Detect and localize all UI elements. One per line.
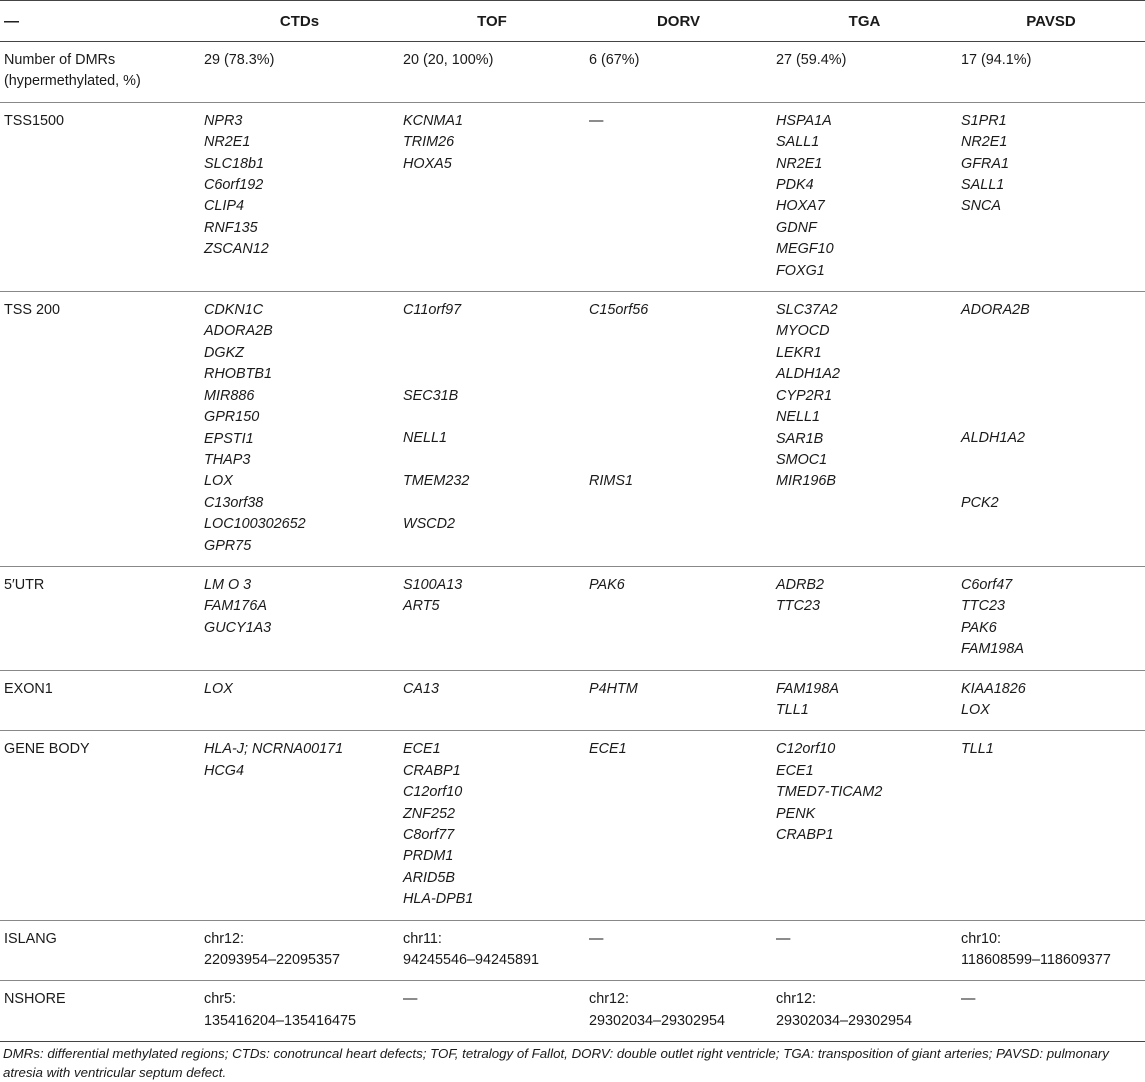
blank-line [403,493,583,514]
gene-entry: ARID5B [403,869,455,886]
gene-entry: S100A13 [403,576,463,593]
gene-entry: RHOBTB1 [204,366,272,383]
blank-line [589,428,770,449]
gene-entry: — [403,991,418,1008]
gene-entry: SNCA [961,198,1001,215]
gene-entry: TMEM232 [403,473,470,490]
gene-entry: S1PR1 [961,112,1007,129]
blank-line [961,321,1143,342]
cell-islang-ctds [200,920,399,981]
gene-entry: DGKZ [204,344,244,361]
gene-entry: chr5: [204,991,236,1008]
gene-entry: NR2E1 [776,155,823,172]
blank-line [403,364,583,385]
gene-entry: HLA-J; NCRNA00171 [204,741,344,758]
row-exon1 [0,670,1145,731]
blank-line [589,364,770,385]
gene-entry: C12orf10 [403,784,463,801]
header-dorv: DORV [585,1,772,42]
row-label-islang: ISLANG [0,920,200,981]
gene-entry: MIR196B [776,473,836,490]
cell-gene-body-tof [399,731,585,920]
gene-entry: C13orf38 [204,494,264,511]
gene-entry: WSCD2 [403,516,455,533]
gene-entry: C8orf77 [403,827,455,843]
gene-entry: FAM176A [204,598,267,615]
cell-islang-dorv [585,920,772,981]
gene-entry: KIAA1826 [961,680,1026,697]
row-dmr-count [0,42,1145,103]
gene-entry: CRABP1 [776,827,834,843]
gene-entry: P4HTM [589,680,638,697]
cell-5utr-ctds [200,566,399,670]
cell-exon1-ctds [200,670,399,731]
row-label-nshore: NSHORE [0,981,200,1042]
blank-line [961,471,1143,492]
cell-gene-body-ctds [200,731,399,920]
blank-line [961,450,1143,471]
cell-5utr-dorv [585,566,772,670]
gene-entry: C11orf97 [403,302,462,319]
gene-entry: — [589,930,604,947]
cell-islang-tof [399,920,585,981]
blank-line [961,364,1143,385]
header-ctds: CTDs [200,1,399,42]
cell-nshore-pavsd [957,981,1145,1042]
gene-entry: — [589,112,604,129]
gene-entry: ADORA2B [961,302,1030,319]
gene-entry: 22093954–22095357 [204,952,341,969]
gene-entry: PENK [776,805,816,822]
row-label-tss200: TSS 200 [0,292,200,567]
gene-entry: KCNMA1 [403,112,463,129]
row-label-tss1500: TSS1500 [0,102,200,291]
gene-entry: ZNF252 [403,805,455,822]
blank-line [961,343,1143,364]
gene-entry: FAM198A [776,680,839,697]
gene-entry: MYOCD [776,323,830,340]
gene-entry: ECE1 [589,741,627,758]
row-islang [0,920,1145,981]
header-tga: TGA [772,1,957,42]
cell-islang-tga [772,920,957,981]
gene-entry: LM O 3 [204,576,252,593]
label-line: Number of DMRs [4,52,116,68]
blank-line [403,321,583,342]
cell-tss1500-tga [772,102,957,291]
cell-tss200-dorv [585,292,772,567]
row-label-exon1: EXON1 [0,670,200,731]
gene-entry: MEGF10 [776,241,834,258]
gene-entry: NR2E1 [961,134,1008,151]
gene-entry: CYP2R1 [776,387,832,404]
gene-entry: CLIP4 [204,198,244,215]
header-dash: — [0,1,200,42]
gene-entry: SLC18b1 [204,155,265,172]
gene-entry: SEC31B [403,387,459,404]
gene-entry: ECE1 [403,741,441,758]
row-gene-body [0,731,1145,920]
gene-entry: chr10: [961,930,1001,947]
gene-entry: LEKR1 [776,344,822,361]
gene-entry: ECE1 [776,762,814,779]
gene-entry: LOX [204,473,233,490]
cell-dmr-ctds: 29 (78.3%) [200,42,399,103]
cell-exon1-tga [772,670,957,731]
gene-entry: FOXG1 [776,262,825,279]
cell-dmr-pavsd: 17 (94.1%) [957,42,1145,103]
gene-entry: C6orf47 [961,576,1013,593]
gene-entry: ART5 [403,598,440,615]
gene-entry: CDKN1C [204,302,264,319]
blank-line [403,343,583,364]
gene-entry: HOXA5 [403,155,452,172]
cell-nshore-tof [399,981,585,1042]
gene-entry: 29302034–29302954 [589,1012,726,1029]
gene-entry: 94245546–94245891 [403,952,540,969]
cell-nshore-ctds [200,981,399,1042]
gene-entry: ALDH1A2 [961,430,1025,447]
gene-entry: GPR75 [204,537,252,554]
gene-entry: EPSTI1 [204,430,254,447]
gene-entry: GFRA1 [961,155,1009,172]
gene-entry: NELL1 [403,430,448,447]
row-tss1500 [0,102,1145,291]
row-label-5utr: 5′UTR [0,566,200,670]
gene-entry: chr12: [204,930,244,947]
gene-entry: CA13 [403,680,439,697]
cell-tss200-tga [772,292,957,567]
cell-dmr-dorv: 6 (67%) [585,42,772,103]
gene-entry: TTC23 [961,598,1005,615]
gene-entry: TLL1 [961,741,994,758]
gene-entry: SAR1B [776,430,824,447]
gene-entry: ADRB2 [776,576,824,593]
gene-entry: 29302034–29302954 [776,1012,913,1029]
gene-entry: ALDH1A2 [776,366,840,383]
cell-5utr-tga [772,566,957,670]
cell-islang-pavsd [957,920,1145,981]
gene-entry: C6orf192 [204,177,264,194]
gene-entry: GDNF [776,219,817,236]
gene-entry: LOX [204,680,233,697]
cell-dmr-tga: 27 (59.4%) [772,42,957,103]
cell-gene-body-tga [772,731,957,920]
gene-entry: chr12: [589,991,629,1008]
blank-line [961,386,1143,407]
gene-entry: LOC100302652 [204,516,306,533]
label-line: (hypermethylated, %) [4,73,141,90]
cell-gene-body-dorv [585,731,772,920]
cell-tss1500-dorv [585,102,772,291]
header-tof: TOF [399,1,585,42]
gene-entry: TLL1 [776,701,809,718]
gene-entry: ZSCAN12 [204,241,269,258]
gene-entry: SLC37A2 [776,302,838,319]
cell-nshore-tga [772,981,957,1042]
gene-entry: TRIM26 [403,134,455,151]
gene-entry: chr12: [776,991,816,1008]
blank-line [589,321,770,342]
gene-entry: HSPA1A [776,112,832,129]
gene-entry: TTC23 [776,598,820,615]
blank-line [589,386,770,407]
gene-entry: NELL1 [776,409,821,426]
gene-entry: NPR3 [204,112,243,129]
gene-entry: chr11: [403,930,442,947]
gene-entry: RNF135 [204,219,258,236]
gene-entry: THAP3 [204,451,251,468]
cell-5utr-pavsd [957,566,1145,670]
gene-entry: HLA-DPB1 [403,891,474,908]
cell-tss200-pavsd [957,292,1145,567]
row-tss200 [0,292,1145,567]
gene-entry: PDK4 [776,177,814,194]
gene-entry: GPR150 [204,409,260,426]
gene-entry: CRABP1 [403,762,461,779]
cell-tss1500-pavsd [957,102,1145,291]
gene-entry: PCK2 [961,494,999,511]
cell-tss1500-tof [399,102,585,291]
cell-nshore-dorv [585,981,772,1042]
gene-entry: — [961,991,976,1008]
gene-entry: TMED7-TICAM2 [776,784,883,801]
cell-tss200-tof [399,292,585,567]
row-label-dmr-count [0,42,200,103]
gene-entry: GUCY1A3 [204,619,272,636]
gene-entry: C12orf10 [776,741,836,758]
row-5utr [0,566,1145,670]
cell-dmr-tof: 20 (20, 100%) [399,42,585,103]
gene-entry: PRDM1 [403,848,454,865]
cell-exon1-tof [399,670,585,731]
header-row [0,1,1145,42]
cell-tss200-ctds [200,292,399,567]
gene-entry: MIR886 [204,387,255,404]
gene-entry: SMOC1 [776,451,828,468]
cell-tss1500-ctds [200,102,399,291]
gene-entry: C15orf56 [589,302,649,319]
blank-line [403,450,583,471]
blank-line [589,343,770,364]
blank-line [589,407,770,428]
row-nshore [0,981,1145,1042]
row-label-gene-body: GENE BODY [0,731,200,920]
cell-gene-body-pavsd [957,731,1145,920]
gene-entry: ADORA2B [204,323,273,340]
gene-entry: FAM198A [961,641,1024,658]
gene-entry: 118608599–118609377 [961,952,1111,969]
cell-exon1-dorv [585,670,772,731]
blank-line [589,450,770,471]
gene-entry: 135416204–135416475 [204,1012,357,1029]
gene-entry: SALL1 [776,134,820,151]
blank-line [961,407,1143,428]
gene-entry: HCG4 [204,762,244,779]
table-footnote: DMRs: differential methylated regions; CTDs: conotruncal heart defects; TOF, tetralogy of Fallot, DORV: double outlet right ventricle; TGA: transposition of giant arteries; PAVSD: pulmonary atresia with ventricular septum defect. [3,1046,1109,1080]
gene-entry: PAK6 [589,576,625,593]
gene-entry: LOX [961,701,990,718]
gene-entry: PAK6 [961,619,997,636]
blank-line [403,407,583,428]
gene-entry: RIMS1 [589,473,633,490]
gene-entry: HOXA7 [776,198,825,215]
header-pavsd: PAVSD [957,1,1145,42]
cell-5utr-tof [399,566,585,670]
gene-entry: NR2E1 [204,134,251,151]
cell-exon1-pavsd [957,670,1145,731]
gene-entry: SALL1 [961,177,1005,194]
gene-entry: — [776,930,791,947]
